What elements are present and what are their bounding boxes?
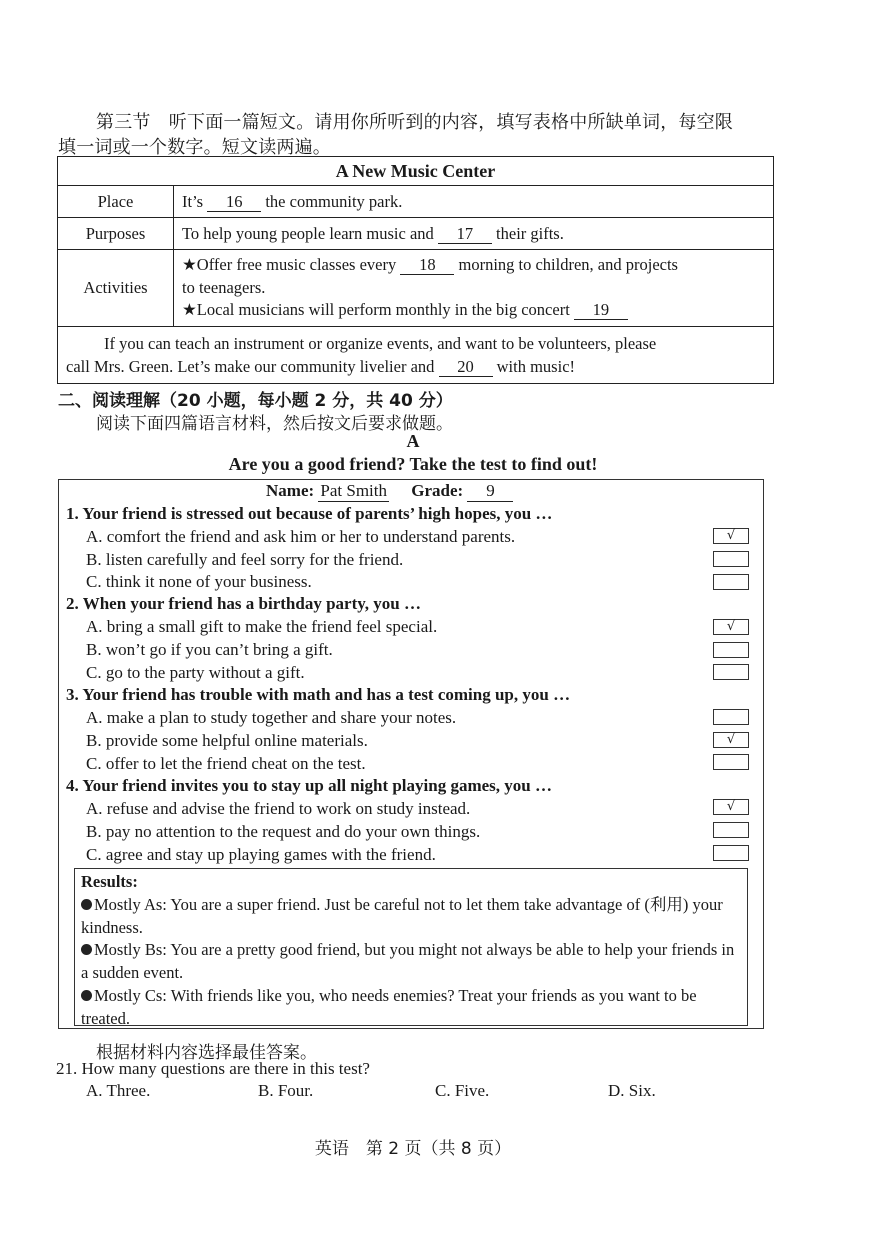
text: the community park. (265, 191, 403, 211)
option: C. agree and stay up playing games with the friend. (86, 845, 436, 864)
passage-letter: A (406, 431, 420, 451)
checkbox[interactable] (713, 664, 749, 680)
table-title: A New Music Center (58, 157, 774, 186)
checkbox[interactable] (713, 642, 749, 658)
text: ★Local musicians will perform monthly in the big concert (182, 300, 570, 320)
text: To help young people learn music and (182, 223, 434, 243)
result-b (81, 939, 741, 985)
bullet-icon (81, 990, 92, 1001)
option: C. go to the party without a gift. (86, 663, 305, 682)
question-stem: 4. Your friend invites you to stay up all night playing games, you … (66, 776, 552, 795)
text: their gifts. (496, 223, 564, 243)
instructions-line-2: 填一词或一个数字。短文读两遍。 (58, 137, 331, 158)
instructions-line-1: 第三节 听下面一篇短文。请用你所听到的内容，填写表格中所缺单词，每空限 (96, 112, 733, 133)
table-row (58, 218, 774, 250)
checkbox[interactable]: √ (713, 528, 749, 544)
checkbox[interactable] (713, 551, 749, 567)
option: A. make a plan to study together and share your notes. (86, 708, 457, 727)
section-heading: 二、阅读理解（20 小题，每小题 2 分，共 40 分） (58, 391, 453, 411)
option: C. offer to let the friend cheat on the test. (86, 754, 366, 773)
option: B. provide some helpful online materials. (86, 731, 368, 750)
name-value: Pat Smith (320, 481, 388, 500)
results-heading: Results: (81, 872, 138, 891)
row-label: Place (58, 186, 174, 218)
grade-value: 9 (467, 481, 513, 502)
option: B. pay no attention to the request and do your own things. (86, 822, 481, 841)
checkbox[interactable]: √ (713, 619, 749, 635)
blank-16[interactable]: 16 (207, 193, 261, 212)
option: A. Three. (86, 1081, 151, 1100)
option: A. bring a small gift to make the friend feel special. (86, 617, 438, 636)
name-grade-row (266, 481, 513, 502)
text: to teenagers. (182, 277, 266, 297)
blank-18[interactable]: 18 (400, 256, 454, 275)
page-footer: 英语 第 2 页（共 8 页） (314, 1139, 512, 1159)
question-stem: 3. Your friend has trouble with math and has a test coming up, you … (66, 685, 571, 704)
row-content (174, 250, 774, 327)
bullet-icon (81, 899, 92, 910)
results-box (74, 868, 748, 1026)
text: It’s (182, 191, 204, 211)
row-label: Activities (58, 250, 174, 327)
bullet-icon (81, 944, 92, 955)
listening-instructions (58, 110, 774, 160)
table-row (58, 186, 774, 218)
text: ★Offer free music classes every (182, 255, 397, 275)
table-row (58, 250, 774, 327)
text: Mostly As: You are a super friend. Just be careful not to let them take advantage of (利用) your kindness. (81, 894, 723, 937)
question-21-stem: 21. How many questions are there in this test? (56, 1059, 370, 1078)
blank-20[interactable]: 20 (439, 358, 493, 377)
music-center-table (57, 156, 774, 384)
text: morning to children, and projects (458, 255, 678, 275)
checkbox[interactable] (713, 845, 749, 861)
text: with music! (496, 357, 576, 376)
row-label: Purposes (58, 218, 174, 250)
checkbox[interactable]: √ (713, 799, 749, 815)
option: A. refuse and advise the friend to work on study instead. (86, 799, 471, 818)
option: D. Six. (608, 1081, 656, 1100)
blank-17[interactable]: 17 (438, 225, 492, 244)
result-a (81, 894, 741, 940)
table-footer-row (58, 327, 774, 384)
result-c (81, 985, 741, 1031)
row-content (174, 186, 774, 218)
option: B. Four. (258, 1081, 314, 1100)
text: Mostly Cs: With friends like you, who needs enemies? Treat your friends as you want to be treated. (81, 985, 697, 1028)
name-label: Name: (266, 481, 315, 500)
question-stem: 2. When your friend has a birthday party, you … (66, 594, 422, 613)
passage-title: Are you a good friend? Take the test to find out! (228, 454, 598, 474)
checkbox[interactable] (713, 822, 749, 838)
checkbox[interactable] (713, 709, 749, 725)
option: A. comfort the friend and ask him or her to understand parents. (86, 527, 516, 546)
table-footer (58, 327, 774, 384)
grade-label: Grade: (411, 481, 464, 500)
checkbox[interactable]: √ (713, 732, 749, 748)
question-stem: 1. Your friend is stressed out because of parents’ high hopes, you … (66, 504, 553, 523)
blank-19[interactable]: 19 (574, 301, 628, 320)
option: B. listen carefully and feel sorry for the friend. (86, 550, 404, 569)
text: Mostly Bs: You are a pretty good friend, but you might not always be able to help your friends in a sudden event. (81, 940, 735, 983)
checkbox[interactable] (713, 574, 749, 590)
section-subheading: 阅读下面四篇语言材料，然后按文后要求做题。 (96, 414, 453, 434)
option: B. won’t go if you can’t bring a gift. (86, 640, 333, 659)
option: C. think it none of your business. (86, 572, 312, 591)
checkbox[interactable] (713, 754, 749, 770)
row-content (174, 218, 774, 250)
question-instruction: 根据材料内容选择最佳答案。 (96, 1043, 317, 1063)
text: call Mrs. Green. Let’s make our community livelier and (66, 357, 435, 376)
text: If you can teach an instrument or organize events, and want to be volunteers, please (104, 334, 657, 353)
option: C. Five. (435, 1081, 490, 1100)
